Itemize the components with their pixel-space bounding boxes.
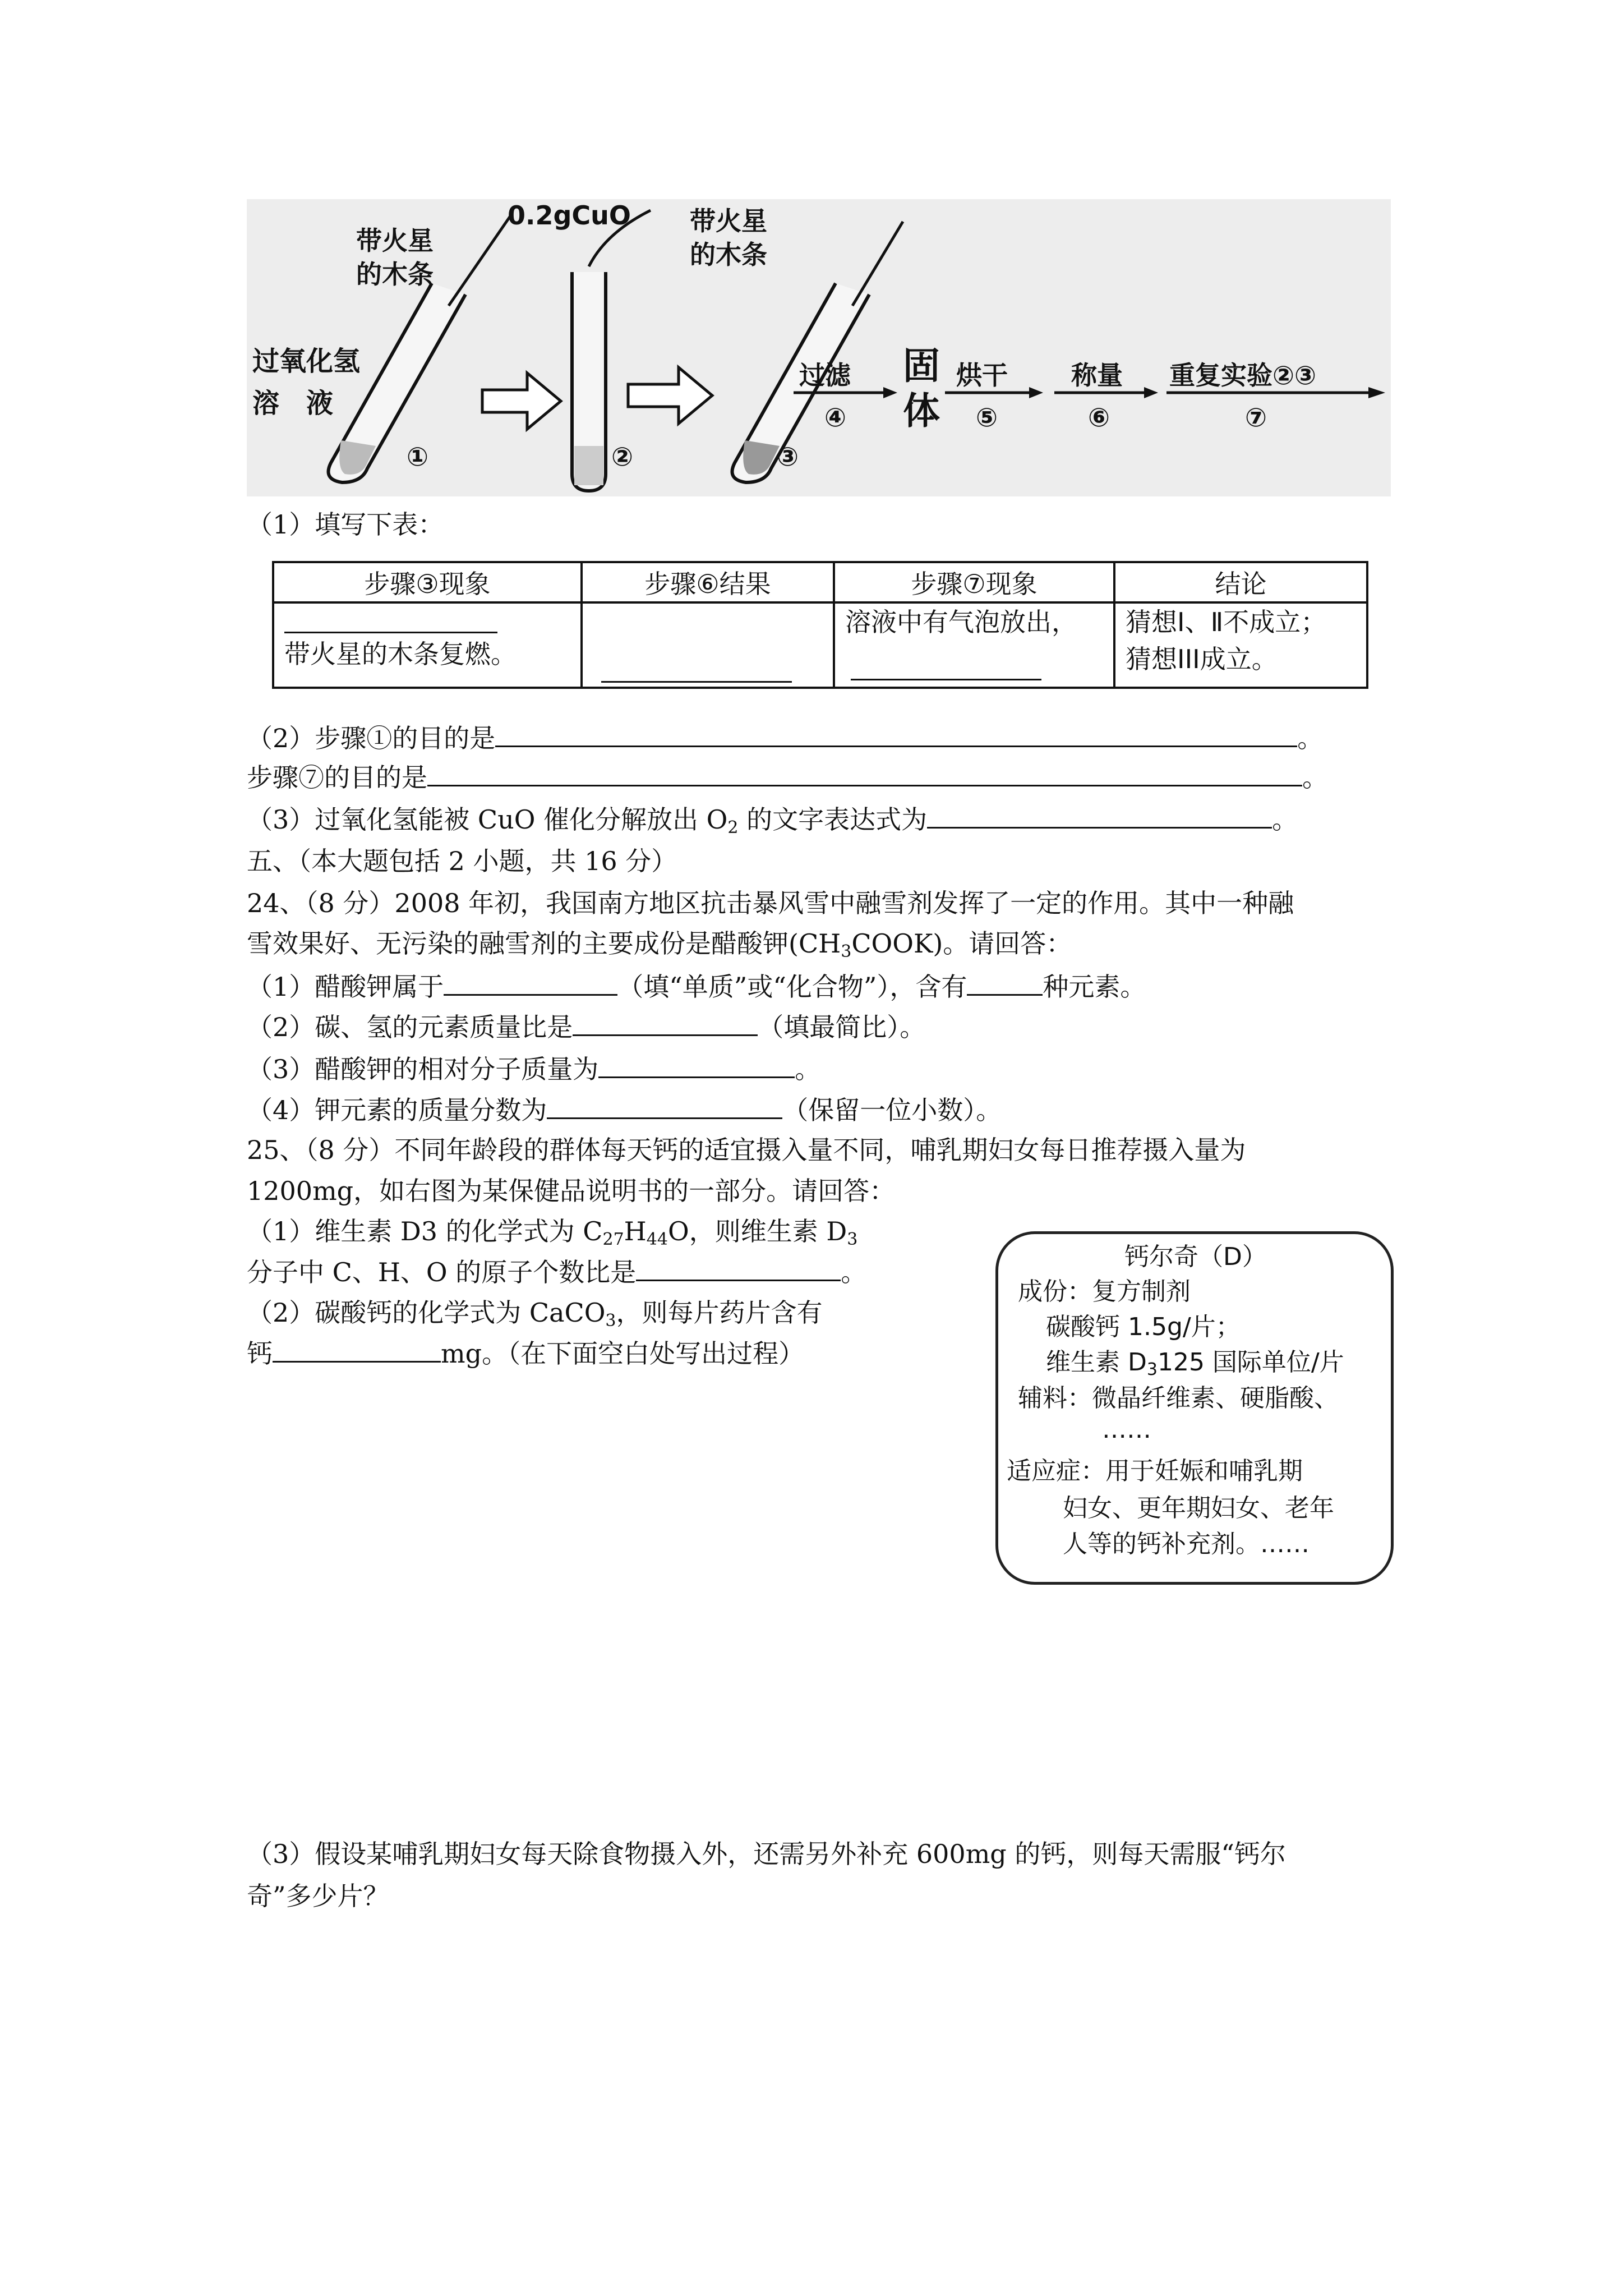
tube-num-3: ③ [777,441,799,472]
q24-2 [247,1010,925,1044]
section-5-heading: 五、（本大题包括 2 小题，共 16 分） [247,846,677,876]
q24-3-a: （3）醋酸钾的相对分子质量为 [247,1054,599,1084]
flow-solid-2: 体 [903,389,940,432]
q25-1-sub3: 3 [847,1230,858,1249]
q25-1-h: H [624,1216,647,1246]
q24-line2-a: 雪效果好、无污染的融雪剂的主要成份是醋酸钾(CH [247,928,841,959]
flow-solid-1: 固 [903,344,940,388]
q2-line-b [247,760,1328,794]
q25-3-line-1: （3）假设某哺乳期妇女每天除食物摄入外，还需另外补充 600mg 的钙，则每天需服“钙尔 [247,1839,1286,1869]
box-line: 妇女、更年期妇女、老年 [1063,1494,1334,1522]
answer-blank[interactable] [427,760,1302,786]
cell-text: 溶液中有气泡放出， [845,607,1077,637]
calcium-label-box [995,1231,1394,1585]
q25-1-sub1: 27 [602,1230,624,1249]
flow-filter-num: ④ [824,402,846,432]
box-l3a: 维生素 D [1046,1348,1147,1377]
q25-1-b: O，则维生素 D [667,1216,847,1246]
q24-1 [247,969,1146,1004]
box-l3-sub: 3 [1146,1360,1158,1379]
answer-blank[interactable] [284,632,497,633]
q25-line-1: 25、（8 分）不同年龄段的群体每天钙的适宜摄入量不同，哺乳期妇女每日推荐摄入量为 [247,1135,1246,1165]
label-h2o2-1: 过氧化氢 [252,346,361,377]
q24-1-a: （1）醋酸钾属于 [247,972,444,1002]
table-cell-step3 [273,602,582,688]
flow-dry-num: ⑤ [976,402,998,432]
box-title: 钙尔奇（D） [1124,1243,1267,1271]
table-cell-step7 [834,602,1114,688]
q25-2-line-b [247,1336,804,1370]
experiment-diagram [247,199,1391,496]
q1-label: （1）填写下表： [247,509,444,540]
table-cell-conclusion [1114,602,1367,688]
period: 。 [1297,723,1324,753]
table-header: 步骤③现象 [273,562,582,602]
q24-2-a: （2）碳、氢的元素质量比是 [247,1012,573,1042]
answer-blank[interactable] [547,1093,782,1119]
q25-2-a: （2）碳酸钙的化学式为 CaCO [247,1297,606,1328]
cell-text: 猜想Ⅰ、Ⅱ不成立； [1126,607,1327,637]
table-header: 步骤⑥结果 [582,562,834,602]
q24-3 [247,1052,820,1086]
period: 。 [1302,762,1328,793]
q24-2-b: （填最简比）。 [758,1012,926,1042]
q25-1-c: 分子中 C、H、O 的原子个数比是 [247,1257,637,1287]
table-header: 结论 [1114,562,1367,602]
q25-2-line-a [247,1296,823,1338]
q2-line-a [247,721,1323,755]
q24-4-a: （4）钾元素的质量分数为 [247,1095,547,1125]
tube-num-2: ② [611,441,633,472]
q3-line [247,802,1298,845]
flow-dry-label: 烘干 [956,360,1008,390]
flow-weigh-label: 称量 [1071,360,1123,390]
label-wood-left-1: 带火星 [356,226,434,256]
arrow-1 [482,373,561,429]
answer-blank[interactable] [273,1336,441,1363]
label-wood-right-2: 的木条 [690,240,767,270]
box-line: 适应症：用于妊娠和哺乳期 [1007,1457,1303,1485]
q25-1-sub2: 44 [646,1230,668,1249]
q24-line-2 [247,927,1072,969]
q24-line-1: 24、（8 分）2008 年初，我国南方地区抗击暴风雪中融雪剂发挥了一定的作用。其中一种融 [247,888,1294,918]
period: 。 [841,1257,867,1287]
table-header: 步骤⑦现象 [834,562,1114,602]
q25-2-b: ，则每片药片含有 [616,1297,823,1328]
q25-line-2: 1200mg，如右图为某保健品说明书的一部分。请回答： [247,1176,896,1206]
box-line: 成份：复方制剂 [1018,1277,1191,1306]
answer-blank[interactable] [967,969,1043,996]
label-wood-right-1: 带火星 [690,206,767,236]
q3-b-text: 的文字表达式为 [738,804,928,835]
q24-line2-sub: 3 [841,942,852,961]
box-line: 碳酸钙 1.5g/片； [1046,1313,1241,1341]
q25-2-d: mg。（在下面空白处写出过程） [441,1338,805,1369]
q24-1-b: （填“单质”或“化合物”），含有 [617,972,967,1002]
cell-text: 猜想III成立。 [1126,644,1278,674]
arrow-2 [628,367,712,424]
answer-blank[interactable] [851,679,1041,680]
table-header-row [273,562,1367,602]
tube-num-1: ① [407,441,428,472]
q24-line2-b: COOK)。请回答： [851,928,1072,959]
label-cuo: 0.2gCuO [508,200,631,231]
q25-2-sub: 3 [605,1311,616,1331]
q25-3-line-2: 奇”多少片？ [247,1881,389,1911]
answer-blank[interactable] [598,1052,795,1078]
q24-4-b: （保留一位小数）。 [782,1095,1002,1125]
answer-blank[interactable] [444,969,617,996]
flow-weigh-num: ⑥ [1088,402,1110,432]
table-row [273,602,1367,688]
box-line: 人等的钙补充剂。…… [1063,1530,1310,1558]
q25-1-a: （1）维生素 D3 的化学式为 C [247,1216,603,1246]
period: 。 [1272,804,1298,835]
q24-1-c: 种元素。 [1043,972,1146,1002]
result-table [272,561,1368,689]
flow-filter-label: 过滤 [799,360,851,390]
answer-blank[interactable] [601,681,792,683]
q3-sub: 2 [727,818,739,838]
q2-b-text: 步骤⑦的目的是 [247,762,427,793]
label-wood-left-2: 的木条 [356,259,434,289]
experiment-diagram-svg [247,199,1391,496]
q2-a-text: （2）步骤①的目的是 [247,723,496,753]
cell-text: 带火星的木条复燃。 [284,639,517,669]
q25-1-line-b [247,1255,866,1289]
period: 。 [795,1054,821,1084]
flow-repeat-label: 重复实验②③ [1169,360,1316,390]
box-line: 辅料：微晶纤维素、硬脂酸、 [1018,1384,1339,1412]
flow-repeat-num: ⑦ [1245,402,1267,432]
answer-blank[interactable] [636,1255,841,1281]
q24-4 [247,1093,1002,1127]
answer-blank[interactable] [927,802,1272,829]
q3-a-text: （3）过氧化氢能被 CuO 催化分解放出 O [247,804,728,835]
answer-blank[interactable] [573,1010,758,1036]
table-cell-step6 [582,602,834,688]
label-h2o2-2: 溶 液 [252,388,334,419]
box-line: …… [1102,1415,1151,1444]
q25-2-c: 钙 [247,1338,273,1369]
q25-1-line-a [247,1214,857,1257]
answer-blank[interactable] [495,721,1297,747]
box-l3b: 125 国际单位/片 [1157,1348,1344,1377]
